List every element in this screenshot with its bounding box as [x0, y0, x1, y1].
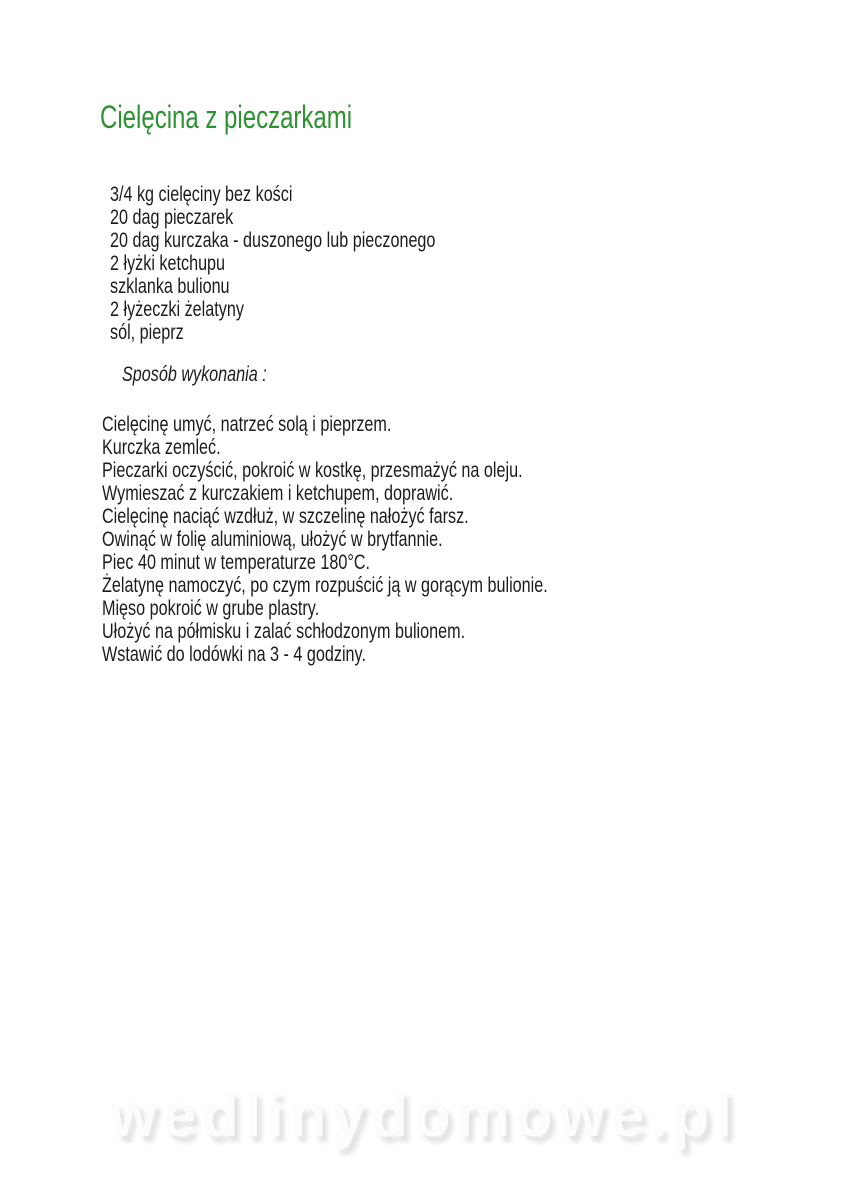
step-line: Piec 40 minut w temperaturze 180°C. [102, 551, 371, 574]
ingredient-line: 3/4 kg cielęciny bez kości [110, 183, 293, 206]
ingredient-line: 20 dag pieczarek [110, 206, 234, 229]
ingredient-line: 20 dag kurczaka - duszonego lub pieczonego [110, 229, 436, 252]
step-line: Owinąć w folię aluminiową, ułożyć w brytfannie. [102, 528, 443, 551]
step-line: Cielęcinę umyć, natrzeć solą i pieprzem. [102, 413, 392, 436]
step-line: Mięso pokroić w grube plastry. [102, 597, 320, 620]
step-line: Kurczka zemleć. [102, 436, 221, 459]
step-line: Wymieszać z kurczakiem i ketchupem, doprawić. [102, 482, 454, 505]
ingredients-list [110, 183, 435, 344]
ingredient-line: sól, pieprz [110, 321, 184, 344]
step-line: Cielęcinę naciąć wzdłuż, w szczelinę nałożyć farsz. [102, 505, 469, 528]
ingredient-line: szklanka bulionu [110, 275, 230, 298]
method-heading: Sposób wykonania : [122, 363, 267, 386]
ingredient-line: 2 łyżki ketchupu [110, 252, 226, 275]
page-title: Cielęcina z pieczarkami [100, 99, 353, 135]
site-watermark: wedlinydomowe.pl [110, 1081, 738, 1150]
step-line: Ułożyć na półmisku i zalać schłodzonym bulionem. [102, 620, 466, 643]
step-line: Wstawić do lodówki na 3 - 4 godziny. [102, 643, 366, 666]
step-line: Pieczarki oczyścić, pokroić w kostkę, przesmażyć na oleju. [102, 459, 523, 482]
preparation-steps [102, 413, 548, 666]
step-line: Żelatynę namoczyć, po czym rozpuścić ją w gorącym bulionie. [102, 574, 548, 597]
ingredient-line: 2 łyżeczki żelatyny [110, 298, 244, 321]
